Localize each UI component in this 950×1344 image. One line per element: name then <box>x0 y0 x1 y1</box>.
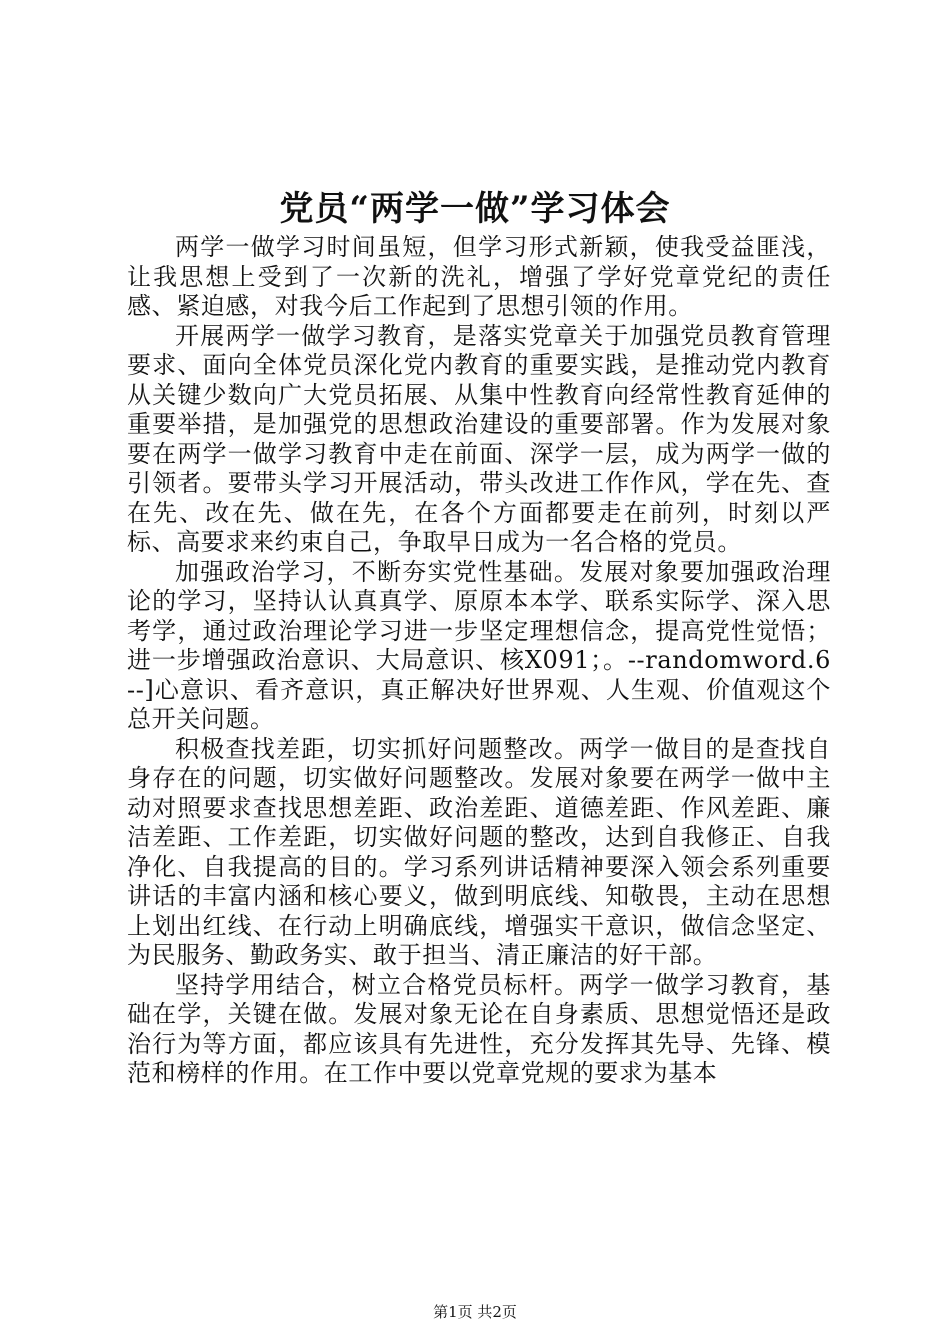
page-number-footer: 第1页 共2页 <box>433 1303 517 1321</box>
paragraph-1: 两学一做学习时间虽短，但学习形式新颖，使我受益匪浅，让我思想上受到了一次新的洗礼，增强了学好党章党纪的责任感、紧迫感，对我今后工作起到了思想引领的作用。 <box>127 233 831 320</box>
paragraph-5: 坚持学用结合，树立合格党员标杆。两学一做学习教育，基础在学，关键在做。发展对象无论在自身素质、思想觉悟还是政治行为等方面，都应该具有先进性，充分发挥其先导、先锋、模范和榜样的作用。在工作中要以党章党规的要求为基本 <box>127 970 831 1087</box>
paragraph-3: 加强政治学习，不断夯实党性基础。发展对象要加强政治理论的学习，坚持认认真真学、原原本本学、联系实际学、深入思考学，通过政治理论学习进一步坚定理想信念，提高党性觉悟；进一步增强政治意识、大局意识、核X091；。--randomword.6--]心意识、看齐意识，真正解决好世界观、人生观、价值观这个总开关问题。 <box>127 557 831 733</box>
paragraph-4: 积极查找差距，切实抓好问题整改。两学一做目的是查找自身存在的问题，切实做好问题整改。发展对象要在两学一做中主动对照要求查找思想差距、政治差距、道德差距、作风差距、廉洁差距、工作差距，切实做好问题的整改，达到自我修正、自我净化、自我提高的目的。学习系列讲话精神要深入领会系列重要讲话的丰富内涵和核心要义，做到明底线、知敬畏，主动在思想上划出红线、在行动上明确底线，增强实干意识，做信念坚定、为民服务、勤政务实、敢于担当、清正廉洁的好干部。 <box>127 734 831 969</box>
paragraph-2: 开展两学一做学习教育，是落实党章关于加强党员教育管理要求、面向全体党员深化党内教育的重要实践，是推动党内教育从关键少数向广大党员拓展、从集中性教育向经常性教育延伸的重要举措，是加强党的思想政治建设的重要部署。作为发展对象要在两学一做学习教育中走在前面、深学一层，成为两学一做的引领者。要带头学习开展活动，带头改进工作作风，学在先、查在先、改在先、做在先，在各个方面都要走在前列，时刻以严标、高要求来约束自己，争取早日成为一名合格的党员。 <box>127 321 831 556</box>
document-body <box>127 233 831 1089</box>
document-title: 党员“两学一做”学习体会 <box>279 189 671 229</box>
